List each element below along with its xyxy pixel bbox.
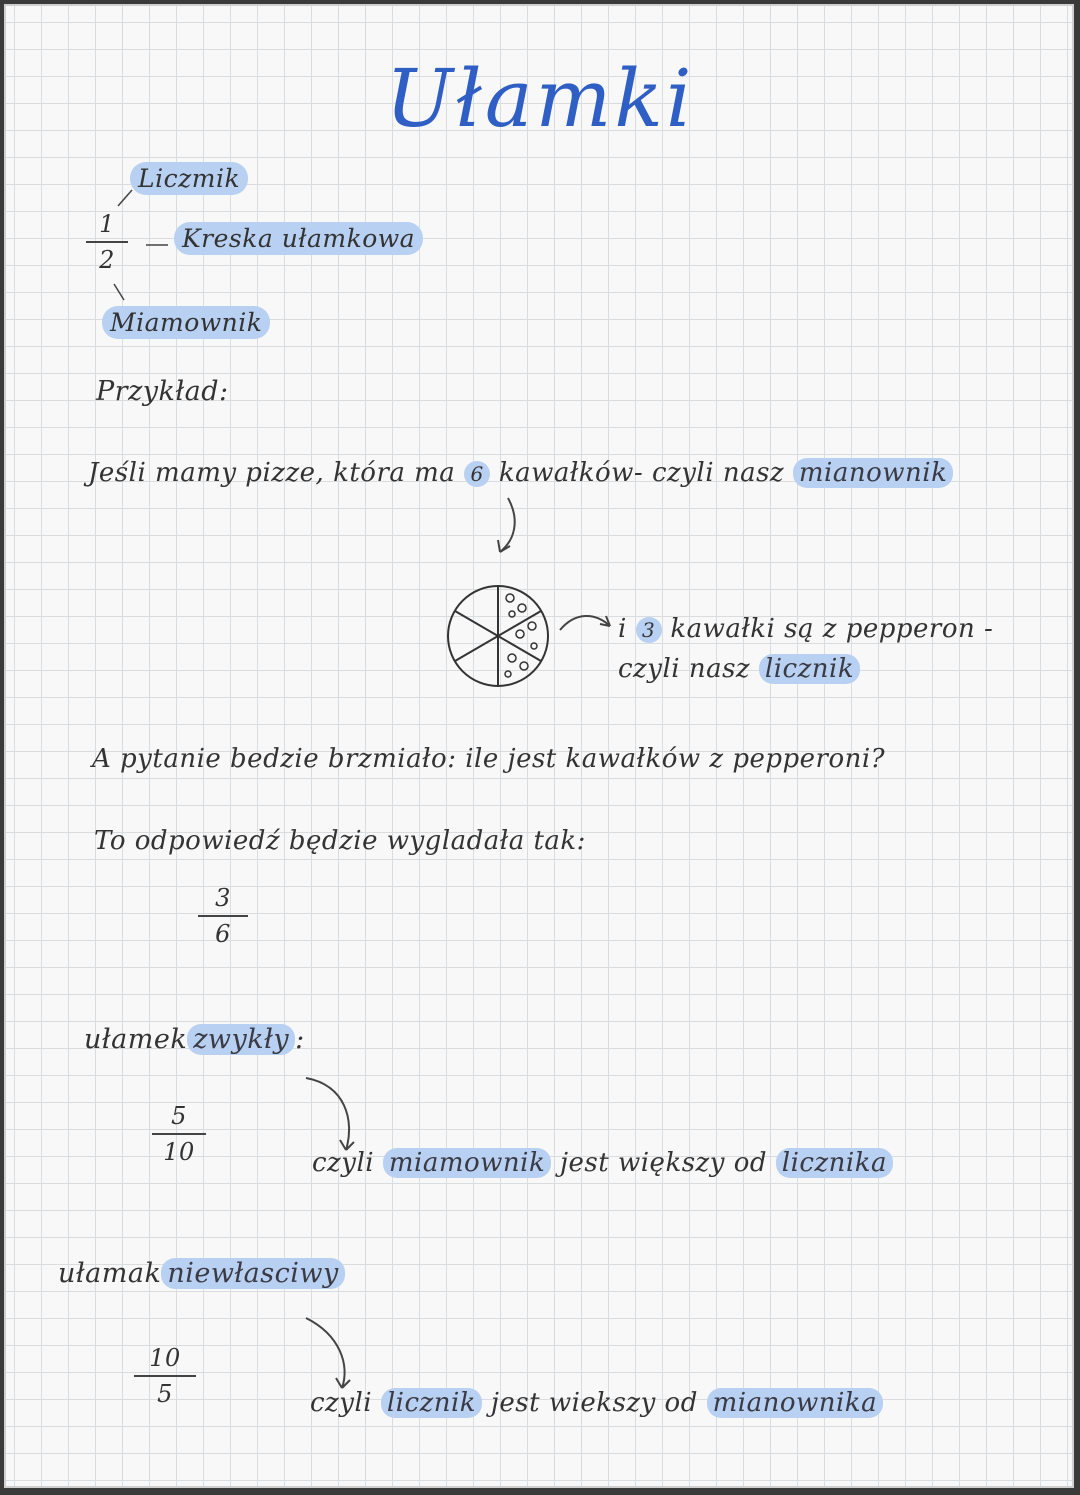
proper-description: [312, 1148, 893, 1178]
proper-label-term: zwykły: [187, 1024, 295, 1055]
fraction-bar-label: Kreska ułamkowa: [174, 222, 423, 255]
example-line-2: [618, 614, 993, 644]
improper-fraction: [134, 1344, 196, 1408]
example-question: A pytanie bedzie brzmiało: ile jest kawałków z pepperoni?: [92, 744, 886, 774]
numerator-term: licznik: [759, 654, 860, 684]
answer-fraction: [198, 884, 248, 948]
denominator-term: mianownik: [793, 458, 953, 488]
proper-label-post: :: [295, 1024, 305, 1055]
example-line-2-mid: kawałki są z pepperon -: [670, 614, 994, 644]
proper-label-pre: ułamek: [84, 1024, 188, 1055]
improper-desc-term-1: licznik: [381, 1388, 482, 1418]
improper-label-term: niewłasciwy: [161, 1258, 344, 1289]
numerator-label: Liczmik: [130, 162, 248, 195]
page-title: Ułamki: [385, 52, 695, 145]
arrow-improper: [306, 1318, 345, 1388]
improper-bar: [134, 1375, 196, 1377]
example-line-3-pre: czyli nasz: [618, 654, 751, 684]
proper-desc-mid: jest większy od: [559, 1148, 767, 1178]
arrow-to-pizza: [500, 498, 515, 552]
arrow-proper: [306, 1078, 349, 1150]
proper-desc-term-2: licznika: [776, 1148, 893, 1178]
arrow-numerator: [118, 190, 132, 206]
answer-numerator: 3: [215, 884, 231, 912]
improper-denominator: 5: [157, 1380, 173, 1408]
answer-denominator: 6: [215, 920, 231, 948]
proper-bar: [152, 1133, 206, 1135]
answer-bar: [198, 915, 248, 917]
improper-fraction-label: [58, 1258, 345, 1289]
example-line-2-pre: i: [618, 614, 627, 644]
answer-intro: To odpowiedź będzie wygladała tak:: [94, 826, 586, 856]
proper-denominator: 10: [163, 1138, 195, 1166]
six-slices-badge: 6: [464, 461, 490, 487]
improper-description: [310, 1388, 883, 1418]
example-heading: Przykład:: [96, 376, 229, 407]
proper-desc-pre: czyli: [312, 1148, 375, 1178]
arrow-denominator: [114, 284, 124, 300]
example-line-3: [618, 654, 860, 684]
proper-fraction: [152, 1102, 206, 1166]
arrow-to-numerator-text: [560, 616, 610, 630]
improper-desc-mid: jest wiekszy od: [490, 1388, 698, 1418]
three-slices-badge: 3: [636, 617, 662, 643]
example-line-1-pre: Jeśli mamy pizze, która ma: [88, 458, 456, 488]
fraction-denominator: 2: [99, 246, 115, 274]
pepperoni-dots: [505, 594, 537, 677]
example-line-1-mid: kawałków- czyli nasz: [498, 458, 785, 488]
proper-fraction-label: [84, 1024, 305, 1055]
proper-desc-term-1: miamownik: [383, 1148, 551, 1178]
fraction-numerator: 1: [99, 210, 115, 238]
improper-numerator: 10: [149, 1344, 181, 1372]
improper-desc-term-2: mianownika: [707, 1388, 883, 1418]
improper-desc-pre: czyli: [310, 1388, 373, 1418]
proper-numerator: 5: [171, 1102, 187, 1130]
improper-label-pre: ułamak: [58, 1258, 162, 1289]
denominator-label: Miamownik: [102, 306, 270, 339]
